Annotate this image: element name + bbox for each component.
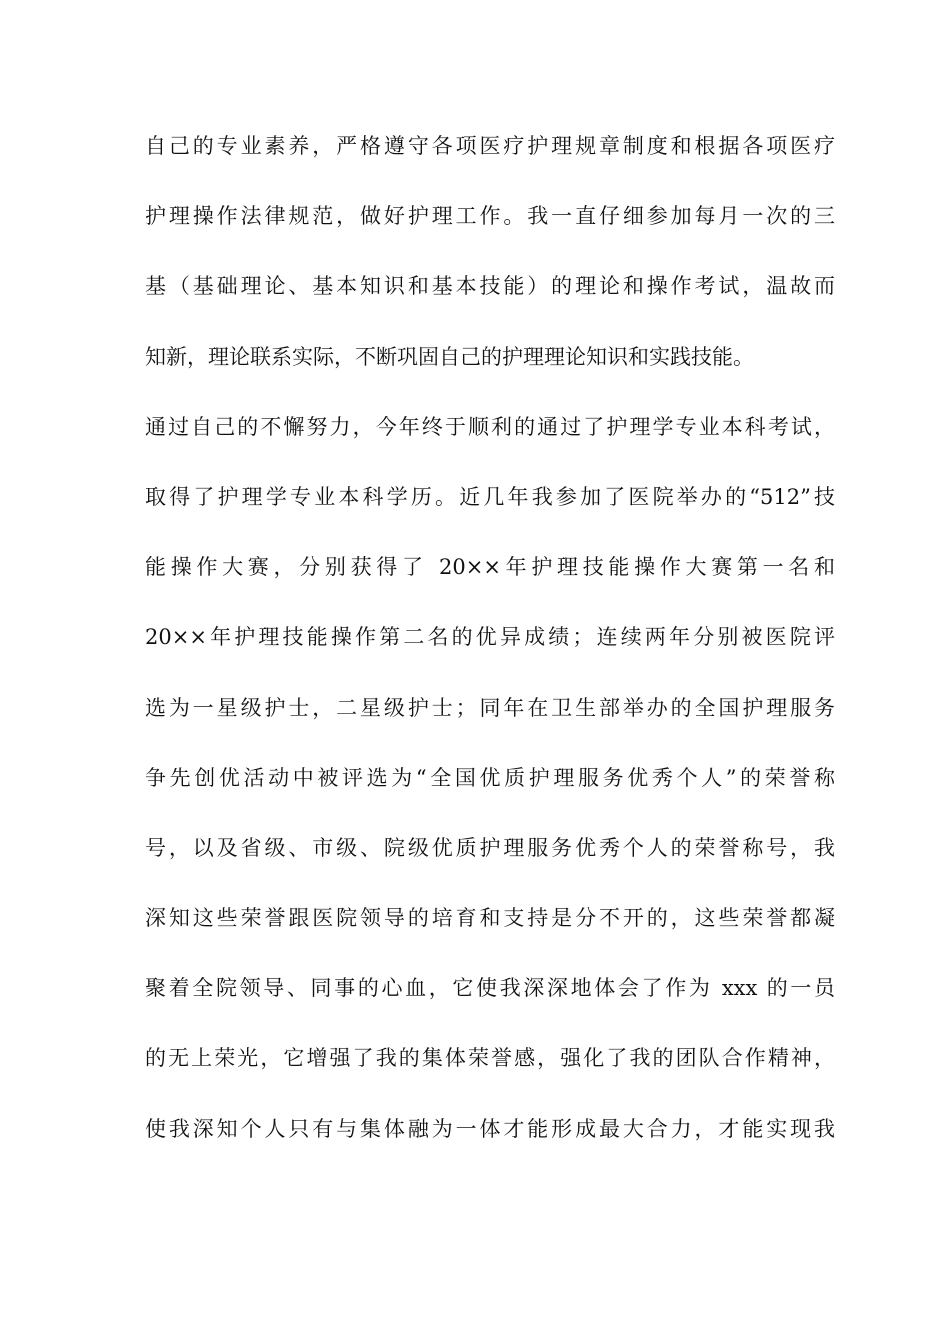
text-line-6: 取得了护理学专业本科学历。近几年我参加了医院举办的“512”技 [145,484,835,509]
text-line-8: 20××年护理技能操作第二名的优异成绩；连续两年分别被医院评 [145,625,835,650]
text-line-3: 基（基础理论、基本知识和基本技能）的理论和操作考试，温故而 [145,274,835,299]
text-line-12: 深知这些荣誉跟医院领导的培育和支持是分不开的，这些荣誉都凝 [145,906,835,931]
body-text [145,133,835,1186]
text-line-15: 使我深知个人只有与集体融为一体才能形成最大合力，才能实现我 [145,1116,835,1141]
text-line-13: 聚着全院领导、同事的心血，它使我深深地体会了作为 xxx 的一员 [145,976,835,1001]
text-line-9: 选为一星级护士，二星级护士；同年在卫生部举办的全国护理服务 [145,695,835,720]
text-line-10: 争先创优活动中被评选为“全国优质护理服务优秀个人”的荣誉称 [145,765,835,790]
text-line-11: 号，以及省级、市级、院级优质护理服务优秀个人的荣誉称号，我 [145,835,835,860]
text-line-4: 知新，理论联系实际，不断巩固自己的护理理论知识和实践技能。 [145,344,754,369]
text-line-5: 通过自己的不懈努力，今年终于顺利的通过了护理学专业本科考试， [145,414,835,439]
text-line-7: 能操作大赛，分别获得了 20××年护理技能操作大赛第一名和 [145,555,835,580]
text-line-1: 自己的专业素养，严格遵守各项医疗护理规章制度和根据各项医疗 [145,134,835,158]
text-line-2: 护理操作法律规范，做好护理工作。我一直仔细参加每月一次的三 [145,204,835,229]
text-line-14: 的无上荣光，它增强了我的集体荣誉感，强化了我的团队合作精神， [145,1046,835,1071]
